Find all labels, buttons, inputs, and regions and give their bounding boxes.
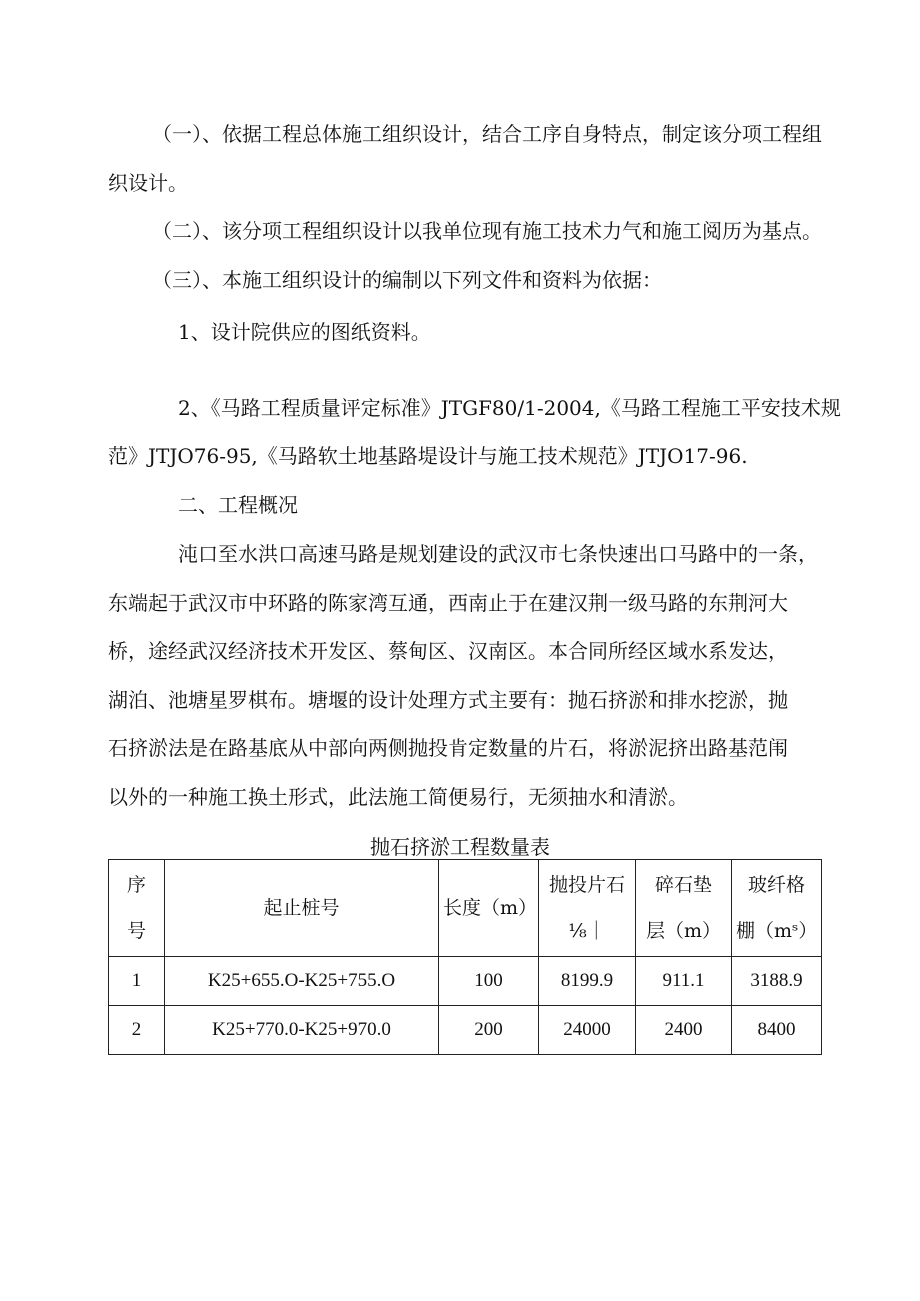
table-row xyxy=(109,957,822,1006)
cell-grid: 3188.9 xyxy=(732,957,822,1006)
table-row xyxy=(109,1006,822,1055)
header-seq-line-2: 号 xyxy=(126,920,146,942)
paragraph-1-line-2: 织设计。 xyxy=(108,171,188,195)
cell-stone: 24000 xyxy=(539,1006,636,1055)
cell-seq: 2 xyxy=(109,1006,165,1055)
overview-line: 沌口至水洪口高速马路是规划建设的武汉市七条快速出口马路中的一条， xyxy=(178,542,818,566)
cell-stone: 8199.9 xyxy=(539,957,636,1006)
overview-line: 湖泊、池塘星罗棋布。塘堰的设计处理方式主要有：抛石挤淤和排水挖淤，抛 xyxy=(108,688,788,712)
header-stone-line-1: 抛投片石 xyxy=(548,874,625,896)
paragraph-4: 1、设计院供应的图纸资料。 xyxy=(178,320,431,344)
cell-length: 200 xyxy=(439,1006,539,1055)
header-grid-line-1: 玻纤格 xyxy=(747,874,805,896)
paragraph-5-line-2: 范》JTJO76-95,《马路软土地基路堤设计与施工技术规范》JTJO17-96. xyxy=(108,444,748,468)
cell-gravel: 911.1 xyxy=(636,957,732,1006)
quantity-table xyxy=(108,859,822,1055)
paragraph-5-line-1: 2、《马路工程质量评定标准》JTGF80/1-2004,《马路工程施工平安技术规 xyxy=(178,396,841,420)
cell-station: K25+655.O-K25+755.O xyxy=(165,957,439,1006)
cell-seq: 1 xyxy=(109,957,165,1006)
header-seq-line-1: 序 xyxy=(126,874,146,896)
header-gravel-line-1: 碎石垫 xyxy=(654,874,712,896)
cell-station: K25+770.0-K25+970.0 xyxy=(165,1006,439,1055)
overview-line: 以外的一种施工换土形式，此法施工简便易行，无须抽水和清淤。 xyxy=(108,785,688,809)
overview-line: 桥，途经武汉经济技术开发区、蔡甸区、汉南区。本合同所经区域水系发达， xyxy=(108,639,788,663)
header-gravel-line-2: 层（m） xyxy=(645,920,722,942)
header-station: 起止桩号 xyxy=(165,860,439,957)
section-title: 二、工程概况 xyxy=(178,493,298,517)
cell-gravel: 2400 xyxy=(636,1006,732,1055)
table-header-row xyxy=(109,860,822,957)
cell-grid: 8400 xyxy=(732,1006,822,1055)
header-grid-line-2: 棚（mˢ） xyxy=(736,920,818,942)
overview-line: 东端起于武汉市中环路的陈家湾互通，西南止于在建汉荆一级马路的东荆河大 xyxy=(108,591,788,615)
header-grid xyxy=(732,860,822,957)
header-stone-line-2: ⅛｜ xyxy=(568,920,606,942)
paragraph-1-line-1: （一）、依据工程总体施工组织设计，结合工序自身特点，制定该分项工程组 xyxy=(152,122,822,146)
cell-length: 100 xyxy=(439,957,539,1006)
paragraph-3: （三）、本施工组织设计的编制以下列文件和资料为依据： xyxy=(152,268,662,292)
table-caption: 抛石挤淤工程数量表 xyxy=(370,835,550,859)
header-length: 长度（m） xyxy=(439,860,539,957)
paragraph-2: （二）、该分项工程组织设计以我单位现有施工技术力气和施工阅历为基点。 xyxy=(152,219,822,243)
header-stone xyxy=(539,860,636,957)
header-seq xyxy=(109,860,165,957)
overview-line: 石挤淤法是在路基底从中部向两侧抛投肯定数量的片石，将淤泥挤出路基范闱 xyxy=(108,736,788,760)
header-gravel xyxy=(636,860,732,957)
